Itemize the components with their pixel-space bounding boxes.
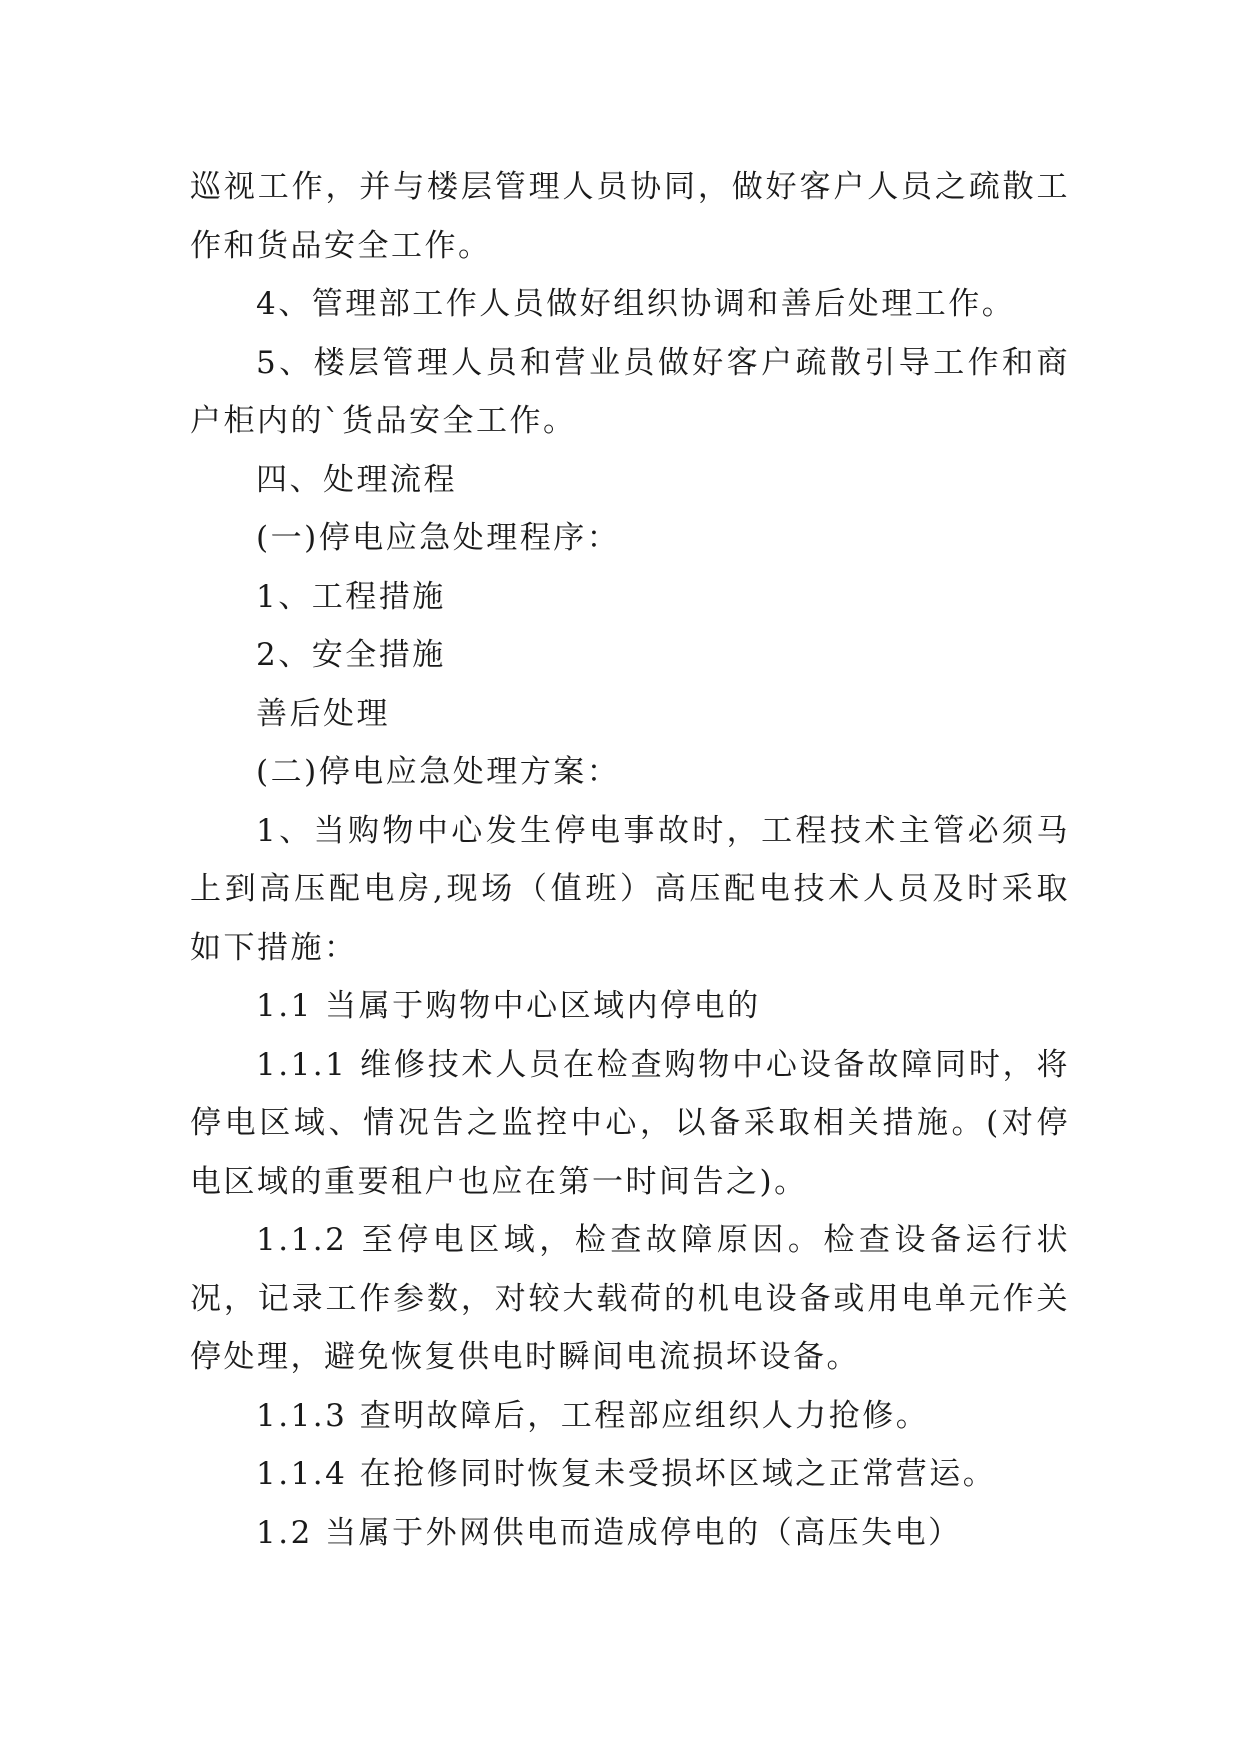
paragraph-step-1-1-3: 1.1.3 查明故障后，工程部应组织人力抢修。 xyxy=(256,1397,930,1434)
paragraph-continuation: 巡视工作，并与楼层管理人员协同，做好客户人员之疏散工作和货品安全工作。 xyxy=(190,169,1070,264)
paragraph-step-1-1-2: 1.1.2 至停电区域，检查故障原因。检查设备运行状况，记录工作参数，对较大载荷的机电设备或用电单元作关停处理，避免恢复供电时瞬间电流损坏设备。 xyxy=(190,1222,1070,1375)
list-item-safety: 2、安全措施 xyxy=(256,637,446,673)
paragraph-step-1-1: 1.1 当属于购物中心区域内停电的 xyxy=(256,988,761,1024)
paragraph-step-1: 1、当购物中心发生停电事故时，工程技术主管必须马上到高压配电房,现场（值班）高压配电技术人员及时采取如下措施： xyxy=(190,812,1070,966)
list-item-engineering: 1、工程措施 xyxy=(256,578,446,615)
paragraph-step-1-2: 1.2 当属于外网供电而造成停电的（高压失电） xyxy=(256,1514,962,1551)
list-item-aftermath: 善后处理 xyxy=(256,695,390,732)
section-heading-procedure: 四、处理流程 xyxy=(256,461,457,498)
document-body xyxy=(190,158,1070,1562)
paragraph-item-5: 5、楼层管理人员和营业员做好客户疏散引导工作和商户柜内的`货品安全工作。 xyxy=(190,344,1070,439)
paragraph-item-4: 4、管理部工作人员做好组织协调和善后处理工作。 xyxy=(256,286,1016,322)
paragraph-step-1-1-4: 1.1.4 在抢修同时恢复未受损坏区域之正常营运。 xyxy=(256,1456,997,1492)
paragraph-step-1-1-1: 1.1.1 维修技术人员在检查购物中心设备故障同时，将停电区域、情况告之监控中心，以备采取相关措施。(对停电区域的重要租户也应在第一时间告之)。 xyxy=(190,1046,1070,1200)
subsection-heading-1: (一)停电应急处理程序： xyxy=(256,520,621,556)
subsection-heading-2: (二)停电应急处理方案： xyxy=(256,754,621,790)
